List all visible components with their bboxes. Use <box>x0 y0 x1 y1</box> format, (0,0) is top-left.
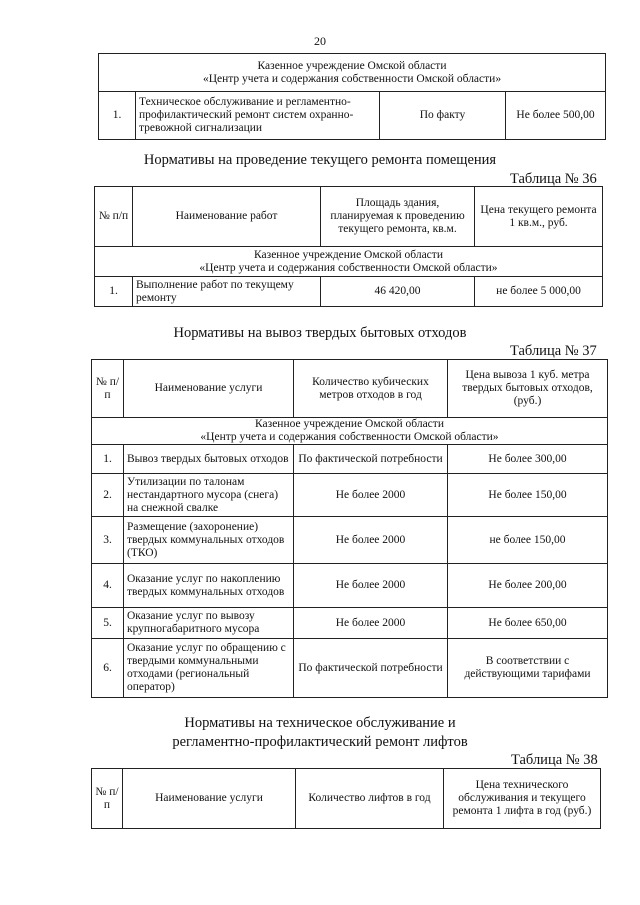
table-header-row <box>92 360 608 418</box>
org-name-cell <box>92 418 608 445</box>
row-name: Размещение (захоронение) твердых коммунальных отходов (ТКО) <box>124 517 294 564</box>
org-name-line1: Казенное учреждение Омской области <box>255 418 444 430</box>
org-name-cell <box>99 54 606 92</box>
table37-heading: Нормативы на вывоз твердых бытовых отходов <box>173 325 467 341</box>
table37 <box>91 359 608 698</box>
row-number: 4. <box>92 564 124 608</box>
row-price: Не более 200,00 <box>448 564 608 608</box>
org-name-line2: «Центр учета и содержания собственности Омской области» <box>199 261 498 274</box>
page-number: 20 <box>314 34 326 48</box>
row-qty: Не более 2000 <box>294 608 448 639</box>
table-header-row <box>95 187 603 247</box>
header-qty: Количество кубических метров отходов в год <box>294 360 448 418</box>
row-qty: Не более 2000 <box>294 517 448 564</box>
row-name: Оказание услуг по обращению с твердыми коммунальными отходами (региональный оператор) <box>124 639 294 698</box>
header-area: Площадь здания, планируемая к проведению текущего ремонта, кв.м. <box>321 187 475 247</box>
header-name: Наименование услуги <box>123 769 296 829</box>
header-name: Наименование услуги <box>124 360 294 418</box>
table-row <box>92 564 608 608</box>
org-name-cell <box>95 247 603 277</box>
header-price: Цена вывоза 1 куб. метра твердых бытовых отходов, (руб.) <box>448 360 608 418</box>
header-price: Цена технического обслуживания и текущего ремонта 1 лифта в год (руб.) <box>444 769 601 829</box>
header-num: № п/п <box>95 187 133 247</box>
row-name: Выполнение работ по текущему ремонту <box>133 277 321 307</box>
header-qty: Количество лифтов в год <box>296 769 444 829</box>
row-name: Вывоз твердых бытовых отходов <box>124 445 294 474</box>
org-name-line1: Казенное учреждение Омской области <box>257 59 447 72</box>
table38-label: Таблица № 38 <box>511 752 598 768</box>
row-qty: Не более 2000 <box>294 474 448 517</box>
row-area: 46 420,00 <box>321 277 475 307</box>
header-price: Цена текущего ремонта 1 кв.м., руб. <box>475 187 603 247</box>
table-row <box>92 639 608 698</box>
header-name: Наименование работ <box>133 187 321 247</box>
table-row <box>92 517 608 564</box>
header-num: № п/п <box>92 769 123 829</box>
row-qty: Не более 2000 <box>294 564 448 608</box>
table38 <box>91 768 601 829</box>
table36-label: Таблица № 36 <box>510 171 597 187</box>
table-row <box>99 92 606 140</box>
row-price: не более 5 000,00 <box>475 277 603 307</box>
org-name-line2: «Центр учета и содержания собственности Омской области» <box>202 72 502 85</box>
table-row <box>95 277 603 307</box>
row-name: Утилизации по талонам нестандартного мусора (снега) на снежной свалке <box>124 474 294 517</box>
row-qty: По факту <box>380 92 506 140</box>
org-name-line1: Казенное учреждение Омской области <box>254 248 443 261</box>
row-price: Не более 300,00 <box>448 445 608 474</box>
header-num: № п/п <box>92 360 124 418</box>
table-row <box>92 445 608 474</box>
row-name: Оказание услуг по вывозу крупногабаритного мусора <box>124 608 294 639</box>
table36 <box>94 186 603 307</box>
row-number: 1. <box>95 277 133 307</box>
table38-heading-line2: регламентно-профилактический ремонт лифтов <box>172 734 468 750</box>
row-number: 5. <box>92 608 124 639</box>
row-price: Не более 500,00 <box>506 92 606 140</box>
row-qty: По фактической потребности <box>294 445 448 474</box>
top-table <box>98 53 606 140</box>
row-name: Техническое обслуживание и регламентно-профилактический ремонт систем охранно-тревожной сигнализации <box>136 92 380 140</box>
row-qty: По фактической потребности <box>294 639 448 698</box>
row-number: 2. <box>92 474 124 517</box>
row-number: 1. <box>99 92 136 140</box>
table-header-row <box>92 769 601 829</box>
row-number: 1. <box>92 445 124 474</box>
row-number: 6. <box>92 639 124 698</box>
table-row <box>92 474 608 517</box>
row-number: 3. <box>92 517 124 564</box>
table36-heading: Нормативы на проведение текущего ремонта помещения <box>143 152 497 168</box>
row-price: Не более 650,00 <box>448 608 608 639</box>
row-name: Оказание услуг по накоплению твердых коммунальных отходов <box>124 564 294 608</box>
table-row <box>92 608 608 639</box>
row-price: Не более 150,00 <box>448 474 608 517</box>
table38-heading-line1: Нормативы на техническое обслуживание и <box>184 715 456 731</box>
row-price: В соответствии с действующими тарифами <box>448 639 608 698</box>
row-price: не более 150,00 <box>448 517 608 564</box>
org-name-line2: «Центр учета и содержания собственности Омской области» <box>200 431 499 443</box>
table37-label: Таблица № 37 <box>510 343 597 359</box>
